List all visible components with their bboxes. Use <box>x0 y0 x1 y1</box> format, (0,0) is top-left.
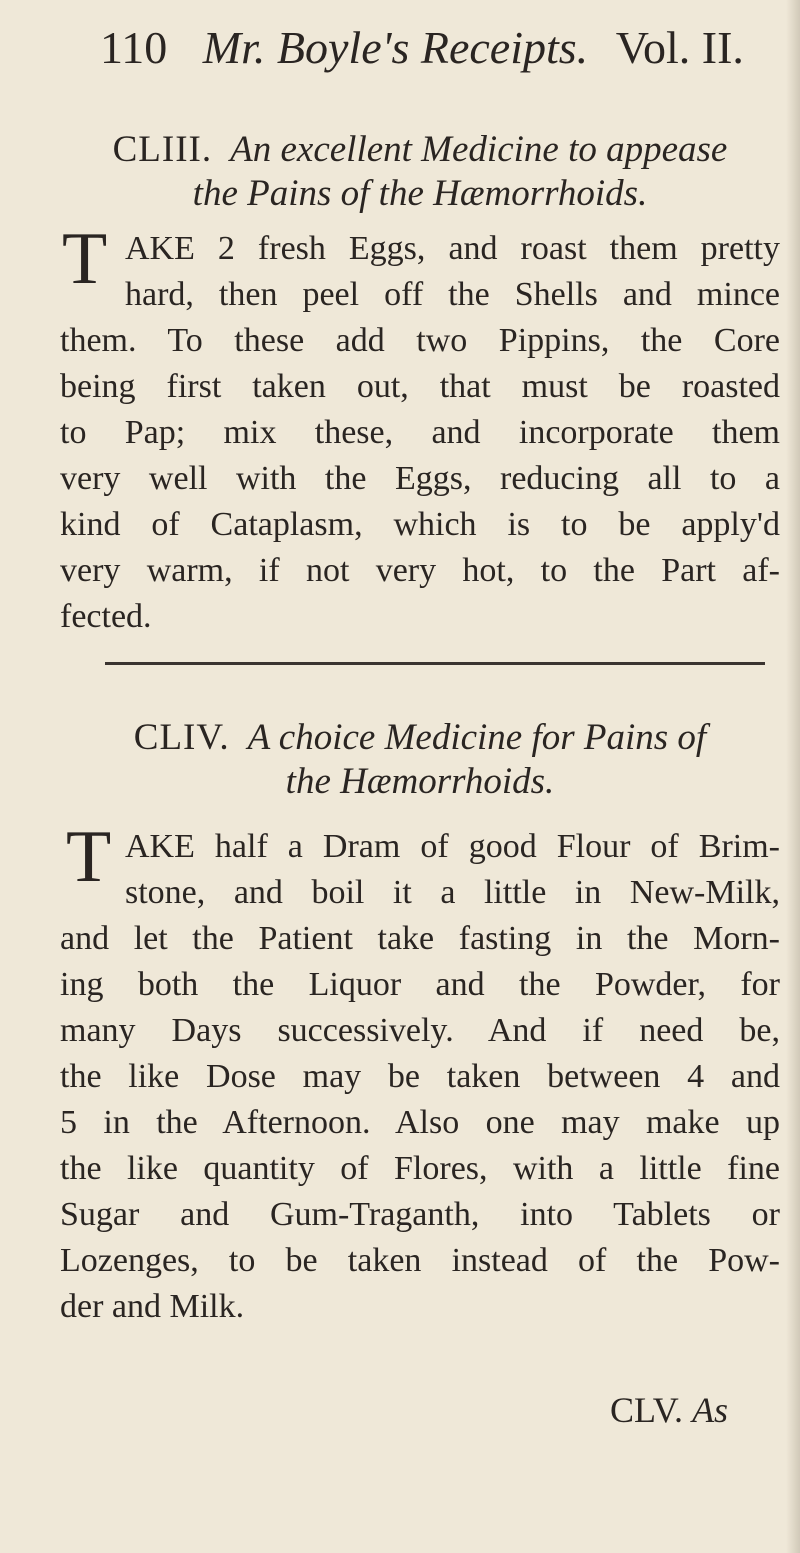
recipe-title: A choice Medicine for Pains of <box>247 717 707 758</box>
text-line: stone, and boil it a little in New-Milk, <box>125 874 780 911</box>
text-line: and let the Patient take fasting in the Morn- <box>60 920 780 957</box>
text-line: the like quantity of Flores, with a little fine <box>60 1150 780 1187</box>
recipe-body-cliv-continued <box>60 916 780 1330</box>
recipe-title-continued: the Pains of the Hæmorrhoids. <box>192 173 648 214</box>
volume-label: Vol. II. <box>615 22 744 73</box>
recipe-heading-cliii <box>60 128 780 216</box>
text-line: 5 in the Afternoon. Also one may make up <box>60 1104 780 1141</box>
text-line: very warm, if not very hot, to the Part af- <box>60 552 780 589</box>
running-header <box>100 8 790 88</box>
text-line: them. To these add two Pippins, the Core <box>60 322 780 359</box>
page-edge-shadow <box>786 0 800 1553</box>
recipe-number: CLIV. <box>133 717 230 758</box>
text-line: Sugar and Gum-Traganth, into Tablets or <box>60 1196 780 1233</box>
text-line: der and Milk. <box>60 1288 245 1325</box>
text-line: AKE 2 fresh Eggs, and roast them pretty <box>125 230 780 267</box>
drop-cap: T <box>62 218 108 300</box>
text-line: being first taken out, that must be roasted <box>60 368 780 405</box>
drop-cap: T <box>66 816 112 898</box>
text-line: ing both the Liquor and the Powder, for <box>60 966 780 1003</box>
recipe-body-cliii <box>125 226 780 318</box>
text-line: Lozenges, to be taken instead of the Pow- <box>60 1242 780 1279</box>
text-line: AKE half a Dram of good Flour of Brim- <box>125 828 780 865</box>
recipe-heading-cliv <box>60 716 780 804</box>
text-line: kind of Cataplasm, which is to be apply'd <box>60 506 780 543</box>
text-line: the like Dose may be taken between 4 and <box>60 1058 780 1095</box>
text-line: very well with the Eggs, reducing all to a <box>60 460 780 497</box>
text-line: many Days successively. And if need be, <box>60 1012 780 1049</box>
catchword-text: As <box>692 1390 729 1430</box>
page-number: 110 <box>100 22 168 73</box>
catchword-number: CLV. <box>610 1390 684 1430</box>
recipe-body-cliv <box>125 824 780 916</box>
text-line: to Pap; mix these, and incorporate them <box>60 414 780 451</box>
recipe-body-cliii-continued <box>60 318 780 640</box>
section-divider <box>105 662 765 665</box>
running-title: Mr. Boyle's Receipts. <box>202 22 589 73</box>
catchword <box>610 1388 728 1432</box>
recipe-title: An excellent Medicine to appease <box>230 129 728 170</box>
recipe-number: CLIII. <box>112 129 213 170</box>
text-line: hard, then peel off the Shells and mince <box>125 276 780 313</box>
text-line: fected. <box>60 598 152 635</box>
recipe-title-continued: the Hæmorrhoids. <box>285 761 555 802</box>
